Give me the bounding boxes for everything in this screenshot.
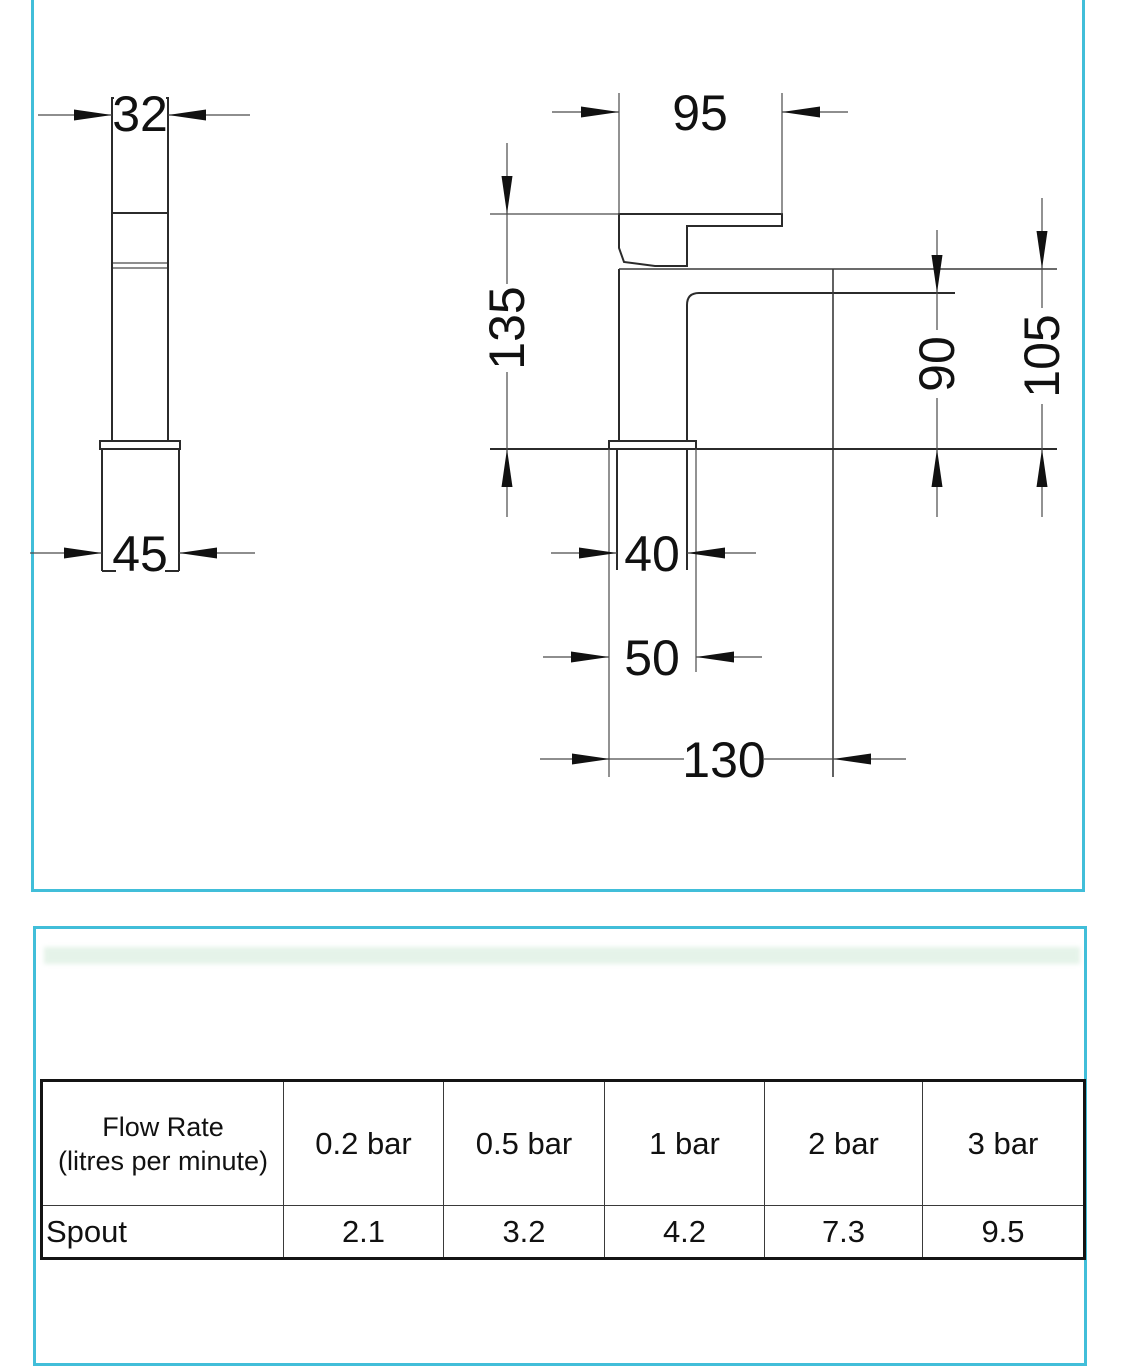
dim-105 [1014, 198, 1070, 517]
front-view [100, 98, 180, 571]
dim-105-arrow-bottom [1037, 449, 1048, 487]
dim-45-label: 45 [112, 526, 168, 582]
flow-rate-title-cell [42, 1081, 284, 1206]
header-0_2-bar: 0.2 bar [284, 1081, 444, 1206]
dim-32-arrow-left [74, 110, 112, 121]
dim-95 [552, 85, 848, 214]
front-view-outline [112, 98, 168, 441]
dim-32-label: 32 [112, 86, 168, 142]
dim-95-arrow-right [782, 107, 820, 118]
dim-135-arrow-bottom [502, 449, 513, 487]
spout-value-0_5bar: 3.2 [444, 1206, 605, 1259]
side-view-extension-lines [609, 449, 696, 777]
flow-rate-header-row [42, 1081, 1085, 1206]
dim-40-label: 40 [624, 526, 680, 582]
header-1-bar: 1 bar [605, 1081, 765, 1206]
header-2-bar: 2 bar [765, 1081, 923, 1206]
flow-rate-table [40, 1079, 1086, 1260]
dim-40-arrow-right [687, 548, 725, 559]
front-view-flange [100, 441, 180, 449]
dim-32-arrow-right [168, 110, 206, 121]
dim-45 [30, 526, 255, 582]
dim-130 [540, 732, 906, 788]
dim-105-label: 105 [1014, 314, 1070, 398]
front-view-collar-lines [113, 263, 167, 268]
spout-value-1bar: 4.2 [605, 1206, 765, 1259]
dim-50-label: 50 [624, 630, 680, 686]
header-3-bar: 3 bar [923, 1081, 1085, 1206]
spout-value-3bar: 9.5 [923, 1206, 1085, 1259]
header-0_5-bar: 0.5 bar [444, 1081, 605, 1206]
dim-45-arrow-left [64, 548, 102, 559]
dim-95-arrow-left [581, 107, 619, 118]
side-view [490, 214, 1057, 777]
dim-40 [551, 526, 756, 582]
dim-90-arrow-bottom [932, 449, 943, 487]
dim-90-label: 90 [909, 336, 965, 392]
dim-130-arrow-right [833, 754, 871, 765]
dim-50-arrow-right [696, 652, 734, 663]
flow-rate-title-line1: Flow Rate [102, 1111, 224, 1142]
spout-label: Spout [42, 1206, 284, 1259]
dim-135-arrow-top [502, 176, 513, 214]
side-view-flange [609, 441, 696, 449]
dim-130-label: 130 [682, 732, 766, 788]
dim-90 [909, 230, 965, 517]
dim-32 [38, 86, 250, 142]
dim-50 [543, 630, 762, 686]
dim-45-arrow-right [179, 548, 217, 559]
dim-40-arrow-left [579, 548, 617, 559]
dim-130-arrow-left [572, 754, 610, 765]
side-view-spout [619, 214, 782, 266]
dim-50-arrow-left [571, 652, 609, 663]
spout-value-0_2bar: 2.1 [284, 1206, 444, 1259]
dim-90-arrow-top [932, 255, 943, 293]
dim-135 [479, 143, 619, 517]
spout-row [42, 1206, 1085, 1259]
dim-95-label: 95 [672, 85, 728, 141]
dim-135-label: 135 [479, 286, 535, 370]
compression-artifact-band [44, 947, 1080, 964]
flow-rate-title-line2: (litres per minute) [57, 1145, 269, 1176]
dim-105-arrow-top [1037, 231, 1048, 269]
spout-value-2bar: 7.3 [765, 1206, 923, 1259]
